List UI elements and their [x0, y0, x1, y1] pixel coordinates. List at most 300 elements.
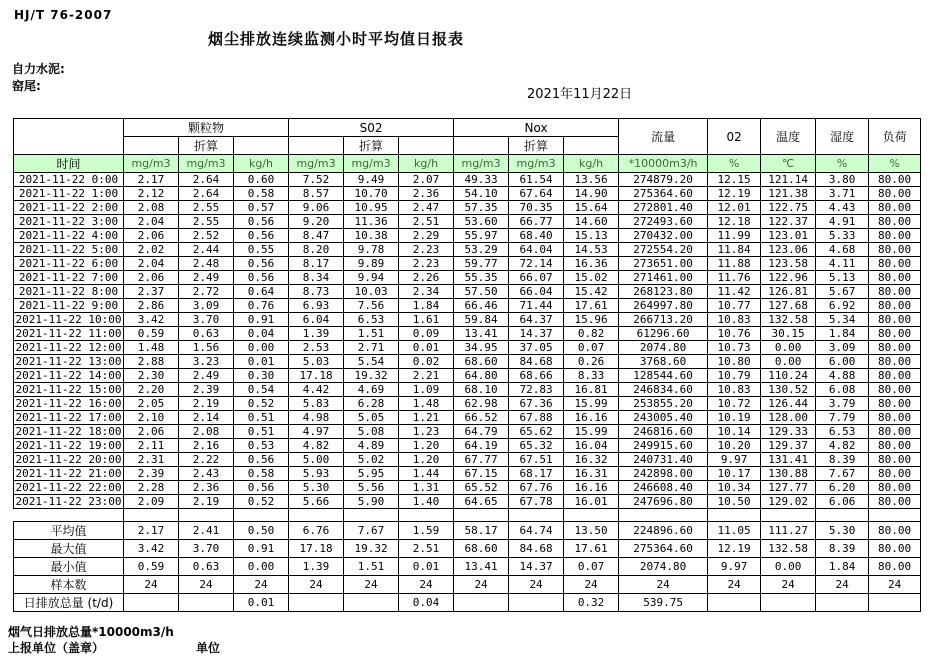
time-cell: 2021-11-22 21:00 — [14, 467, 124, 481]
value-cell: 80.00 — [869, 481, 921, 495]
time-cell: 2021-11-22 15:00 — [14, 383, 124, 397]
header-row-units — [14, 155, 921, 173]
value-cell: 67.51 — [509, 453, 564, 467]
value-cell: 110.24 — [761, 369, 816, 383]
value-cell: 2.52 — [179, 229, 234, 243]
time-cell: 2021-11-22 20:00 — [14, 453, 124, 467]
value-cell: 1.09 — [399, 383, 454, 397]
value-cell: 55.35 — [454, 271, 509, 285]
standard-number: HJ/T 76-2007 — [14, 8, 113, 22]
value-cell: 14.37 — [509, 327, 564, 341]
value-cell: 66.04 — [509, 285, 564, 299]
value-cell: 80.00 — [869, 355, 921, 369]
value-cell: 80.00 — [869, 341, 921, 355]
unit-pm-conv-mg: mg/m3 — [179, 155, 234, 173]
value-cell: 5.56 — [344, 481, 399, 495]
value-cell: 2.04 — [124, 257, 179, 271]
value-cell: 67.36 — [509, 397, 564, 411]
value-cell: 2.49 — [179, 271, 234, 285]
value-cell: 11.84 — [708, 243, 761, 257]
value-cell: 6.93 — [289, 299, 344, 313]
value-cell: 2.29 — [399, 229, 454, 243]
value-cell: 131.41 — [761, 453, 816, 467]
value-cell: 2.16 — [179, 439, 234, 453]
summary-value-cell: 12.19 — [708, 540, 761, 558]
value-cell: 2.05 — [124, 397, 179, 411]
value-cell: 127.77 — [761, 481, 816, 495]
value-cell: 84.68 — [509, 355, 564, 369]
value-cell: 2.23 — [399, 257, 454, 271]
value-cell: 0.26 — [564, 355, 619, 369]
value-cell: 2.64 — [179, 173, 234, 187]
value-cell: 2.20 — [124, 383, 179, 397]
value-cell: 15.13 — [564, 229, 619, 243]
value-cell: 1.31 — [399, 481, 454, 495]
summary-value-cell — [179, 594, 234, 612]
value-cell: 3.79 — [816, 397, 869, 411]
value-cell: 266713.20 — [619, 313, 708, 327]
value-cell: 6.00 — [816, 355, 869, 369]
table-row — [14, 201, 921, 215]
time-cell: 2021-11-22 6:00 — [14, 257, 124, 271]
value-cell: 67.78 — [509, 495, 564, 509]
value-cell: 64.04 — [509, 243, 564, 257]
value-cell: 80.00 — [869, 271, 921, 285]
flue-gas-total-note: 烟气日排放总量*10000m3/h — [8, 625, 174, 639]
table-row — [14, 285, 921, 299]
value-cell: 2.14 — [179, 411, 234, 425]
value-cell: 71.44 — [509, 299, 564, 313]
value-cell: 5.03 — [289, 355, 344, 369]
value-cell: 8.20 — [289, 243, 344, 257]
value-cell: 80.00 — [869, 201, 921, 215]
value-cell: 2.07 — [399, 173, 454, 187]
group-header-nox: Nox — [454, 119, 619, 137]
empty-cell — [708, 509, 761, 522]
value-cell: 10.20 — [708, 439, 761, 453]
summary-value-cell: 24 — [816, 576, 869, 594]
table-row — [14, 439, 921, 453]
summary-value-cell: 2.17 — [124, 522, 179, 540]
value-cell: 2.19 — [179, 397, 234, 411]
summary-value-cell: 19.32 — [344, 540, 399, 558]
value-cell: 2.28 — [124, 481, 179, 495]
time-cell: 2021-11-22 19:00 — [14, 439, 124, 453]
value-cell: 2.19 — [179, 495, 234, 509]
value-cell: 1.48 — [399, 397, 454, 411]
summary-value-cell: 0.01 — [234, 594, 289, 612]
header-row-groups — [14, 119, 921, 137]
summary-value-cell: 24 — [344, 576, 399, 594]
value-cell: 6.28 — [344, 397, 399, 411]
summary-label: 样本数 — [14, 576, 124, 594]
value-cell: 80.00 — [869, 495, 921, 509]
value-cell: 270432.00 — [619, 229, 708, 243]
value-cell: 7.56 — [344, 299, 399, 313]
value-cell: 80.00 — [869, 215, 921, 229]
value-cell: 0.07 — [564, 341, 619, 355]
value-cell: 14.60 — [564, 215, 619, 229]
value-cell: 275364.60 — [619, 187, 708, 201]
summary-value-cell: 0.91 — [234, 540, 289, 558]
value-cell: 0.63 — [179, 327, 234, 341]
table-row — [14, 257, 921, 271]
time-cell: 2021-11-22 7:00 — [14, 271, 124, 285]
value-cell: 72.83 — [509, 383, 564, 397]
value-cell: 1.48 — [124, 341, 179, 355]
unit-nox-conv-mg: mg/m3 — [509, 155, 564, 173]
value-cell: 16.81 — [564, 383, 619, 397]
value-cell: 10.95 — [344, 201, 399, 215]
value-cell: 272801.40 — [619, 201, 708, 215]
column-header-time: 时间 — [14, 155, 124, 173]
table-row — [14, 383, 921, 397]
unit-o2-percent: % — [708, 155, 761, 173]
value-cell: 127.68 — [761, 299, 816, 313]
value-cell: 5.54 — [344, 355, 399, 369]
value-cell: 2.11 — [124, 439, 179, 453]
value-cell: 11.42 — [708, 285, 761, 299]
unit-label: 单位 — [196, 641, 221, 655]
empty-cell — [179, 509, 234, 522]
summary-value-cell: 13.50 — [564, 522, 619, 540]
summary-value-cell: 0.04 — [399, 594, 454, 612]
time-cell: 2021-11-22 0:00 — [14, 173, 124, 187]
value-cell: 7.52 — [289, 173, 344, 187]
value-cell: 12.19 — [708, 187, 761, 201]
summary-row — [14, 522, 921, 540]
value-cell: 5.30 — [289, 481, 344, 495]
value-cell: 2.22 — [179, 453, 234, 467]
unit-load-percent: % — [869, 155, 921, 173]
so2-rate-subhead — [399, 137, 454, 155]
value-cell: 57.35 — [454, 201, 509, 215]
time-cell: 2021-11-22 5:00 — [14, 243, 124, 257]
value-cell: 10.80 — [708, 355, 761, 369]
value-cell: 246608.40 — [619, 481, 708, 495]
time-cell: 2021-11-22 14:00 — [14, 369, 124, 383]
unit-nox-mg: mg/m3 — [454, 155, 509, 173]
nox-converted-subhead: 折算 — [509, 137, 564, 155]
value-cell: 3.71 — [816, 187, 869, 201]
summary-value-cell: 64.74 — [509, 522, 564, 540]
summary-value-cell — [708, 594, 761, 612]
value-cell: 4.82 — [289, 439, 344, 453]
value-cell: 6.06 — [816, 495, 869, 509]
value-cell: 57.50 — [454, 285, 509, 299]
value-cell: 1.84 — [816, 327, 869, 341]
value-cell: 2.44 — [179, 243, 234, 257]
value-cell: 10.17 — [708, 467, 761, 481]
unit-so2-mg: mg/m3 — [289, 155, 344, 173]
time-cell: 2021-11-22 12:00 — [14, 341, 124, 355]
value-cell: 6.04 — [289, 313, 344, 327]
summary-value-cell: 1.39 — [289, 558, 344, 576]
table-row — [14, 243, 921, 257]
empty-cell — [344, 509, 399, 522]
value-cell: 15.64 — [564, 201, 619, 215]
summary-value-cell: 24 — [708, 576, 761, 594]
unit-humidity-percent: % — [816, 155, 869, 173]
value-cell: 2.04 — [124, 215, 179, 229]
summary-row — [14, 558, 921, 576]
value-cell: 80.00 — [869, 411, 921, 425]
value-cell: 64.80 — [454, 369, 509, 383]
summary-value-cell: 8.39 — [816, 540, 869, 558]
value-cell: 9.06 — [289, 201, 344, 215]
value-cell: 34.95 — [454, 341, 509, 355]
value-cell: 17.61 — [564, 299, 619, 313]
value-cell: 126.44 — [761, 397, 816, 411]
time-cell: 2021-11-22 9:00 — [14, 299, 124, 313]
unit-nox-kg: kg/h — [564, 155, 619, 173]
value-cell: 10.72 — [708, 397, 761, 411]
value-cell: 273651.00 — [619, 257, 708, 271]
value-cell: 5.13 — [816, 271, 869, 285]
value-cell: 80.00 — [869, 299, 921, 313]
value-cell: 6.92 — [816, 299, 869, 313]
value-cell: 128544.60 — [619, 369, 708, 383]
summary-value-cell: 80.00 — [869, 540, 921, 558]
value-cell: 1.40 — [399, 495, 454, 509]
summary-value-cell: 11.05 — [708, 522, 761, 540]
value-cell: 5.00 — [289, 453, 344, 467]
summary-value-cell: 24 — [869, 576, 921, 594]
value-cell: 0.02 — [399, 355, 454, 369]
column-header-o2: 02 — [708, 119, 761, 155]
summary-label: 最小值 — [14, 558, 124, 576]
value-cell: 80.00 — [869, 327, 921, 341]
value-cell: 123.58 — [761, 257, 816, 271]
table-row — [14, 299, 921, 313]
value-cell: 2.71 — [344, 341, 399, 355]
value-cell: 80.00 — [869, 467, 921, 481]
value-cell: 123.06 — [761, 243, 816, 257]
value-cell: 13.56 — [564, 173, 619, 187]
value-cell: 0.55 — [234, 243, 289, 257]
value-cell: 16.32 — [564, 453, 619, 467]
value-cell: 16.16 — [564, 411, 619, 425]
value-cell: 121.14 — [761, 173, 816, 187]
value-cell: 5.05 — [344, 411, 399, 425]
value-cell: 1.39 — [289, 327, 344, 341]
time-cell: 2021-11-22 1:00 — [14, 187, 124, 201]
summary-value-cell — [761, 594, 816, 612]
value-cell: 80.00 — [869, 383, 921, 397]
value-cell: 66.52 — [454, 411, 509, 425]
value-cell: 53.29 — [454, 243, 509, 257]
value-cell: 0.58 — [234, 467, 289, 481]
unit-flow: *10000m3/h — [619, 155, 708, 173]
value-cell: 8.47 — [289, 229, 344, 243]
value-cell: 12.15 — [708, 173, 761, 187]
summary-row — [14, 576, 921, 594]
value-cell: 2.39 — [124, 467, 179, 481]
value-cell: 122.75 — [761, 201, 816, 215]
value-cell: 9.20 — [289, 215, 344, 229]
value-cell: 2.08 — [179, 425, 234, 439]
value-cell: 2.49 — [179, 369, 234, 383]
summary-value-cell: 24 — [619, 576, 708, 594]
time-cell: 2021-11-22 17:00 — [14, 411, 124, 425]
summary-value-cell: 5.30 — [816, 522, 869, 540]
summary-value-cell: 2074.80 — [619, 558, 708, 576]
value-cell: 0.53 — [234, 439, 289, 453]
summary-value-cell: 0.59 — [124, 558, 179, 576]
value-cell: 4.88 — [816, 369, 869, 383]
value-cell: 271461.00 — [619, 271, 708, 285]
time-cell: 2021-11-22 10:00 — [14, 313, 124, 327]
value-cell: 4.43 — [816, 201, 869, 215]
pm-measured-subhead — [124, 137, 179, 155]
so2-measured-subhead — [289, 137, 344, 155]
table-row — [14, 467, 921, 481]
value-cell: 67.64 — [509, 187, 564, 201]
table-row — [14, 355, 921, 369]
value-cell: 3.23 — [179, 355, 234, 369]
summary-value-cell: 1.59 — [399, 522, 454, 540]
value-cell: 2.34 — [399, 285, 454, 299]
summary-value-cell: 132.58 — [761, 540, 816, 558]
value-cell: 1.61 — [399, 313, 454, 327]
value-cell: 10.83 — [708, 383, 761, 397]
value-cell: 5.67 — [816, 285, 869, 299]
so2-converted-subhead: 折算 — [344, 137, 399, 155]
value-cell: 12.18 — [708, 215, 761, 229]
corner-cell — [14, 119, 124, 155]
summary-value-cell: 539.75 — [619, 594, 708, 612]
time-cell: 2021-11-22 11:00 — [14, 327, 124, 341]
value-cell: 61.54 — [509, 173, 564, 187]
value-cell: 37.05 — [509, 341, 564, 355]
empty-cell — [289, 509, 344, 522]
value-cell: 68.66 — [509, 369, 564, 383]
value-cell: 1.20 — [399, 439, 454, 453]
value-cell: 0.56 — [234, 257, 289, 271]
value-cell: 129.37 — [761, 439, 816, 453]
value-cell: 13.41 — [454, 327, 509, 341]
summary-value-cell: 17.18 — [289, 540, 344, 558]
value-cell: 4.82 — [816, 439, 869, 453]
value-cell: 53.60 — [454, 215, 509, 229]
value-cell: 5.66 — [289, 495, 344, 509]
summary-value-cell: 24 — [564, 576, 619, 594]
value-cell: 67.88 — [509, 411, 564, 425]
nox-rate-subhead — [564, 137, 619, 155]
value-cell: 4.89 — [344, 439, 399, 453]
value-cell: 2.23 — [399, 243, 454, 257]
value-cell: 16.16 — [564, 481, 619, 495]
table-row — [14, 495, 921, 509]
value-cell: 2.06 — [124, 425, 179, 439]
value-cell: 0.09 — [399, 327, 454, 341]
summary-value-cell: 1.51 — [344, 558, 399, 576]
value-cell: 0.52 — [234, 397, 289, 411]
unit-so2-conv-mg: mg/m3 — [344, 155, 399, 173]
summary-label: 平均值 — [14, 522, 124, 540]
value-cell: 10.50 — [708, 495, 761, 509]
empty-cell — [124, 509, 179, 522]
value-cell: 5.90 — [344, 495, 399, 509]
value-cell: 65.32 — [509, 439, 564, 453]
value-cell: 3.09 — [179, 299, 234, 313]
value-cell: 2.39 — [179, 383, 234, 397]
value-cell: 4.11 — [816, 257, 869, 271]
value-cell: 1.44 — [399, 467, 454, 481]
summary-value-cell: 24 — [124, 576, 179, 594]
summary-value-cell: 0.63 — [179, 558, 234, 576]
value-cell: 7.79 — [816, 411, 869, 425]
value-cell: 72.14 — [509, 257, 564, 271]
value-cell: 249915.60 — [619, 439, 708, 453]
summary-value-cell: 0.01 — [399, 558, 454, 576]
empty-cell — [564, 509, 619, 522]
column-header-humidity: 湿度 — [816, 119, 869, 155]
empty-cell — [454, 509, 509, 522]
reporting-unit-label: 上报单位（盖章） — [8, 641, 105, 655]
table-row — [14, 229, 921, 243]
value-cell: 10.77 — [708, 299, 761, 313]
value-cell: 0.56 — [234, 215, 289, 229]
table-row — [14, 397, 921, 411]
value-cell: 130.88 — [761, 467, 816, 481]
value-cell: 4.91 — [816, 215, 869, 229]
value-cell: 0.51 — [234, 425, 289, 439]
company-name: 自力水泥: — [12, 62, 65, 76]
table-body — [14, 173, 921, 612]
value-cell: 2.17 — [124, 173, 179, 187]
value-cell: 2.10 — [124, 411, 179, 425]
value-cell: 59.77 — [454, 257, 509, 271]
value-cell: 2.55 — [179, 215, 234, 229]
value-cell: 0.00 — [234, 341, 289, 355]
value-cell: 11.76 — [708, 271, 761, 285]
value-cell: 16.36 — [564, 257, 619, 271]
table-row — [14, 313, 921, 327]
value-cell: 121.38 — [761, 187, 816, 201]
summary-row — [14, 594, 921, 612]
summary-label: 日排放总量 (t/d) — [14, 594, 124, 612]
value-cell: 122.37 — [761, 215, 816, 229]
table-row — [14, 481, 921, 495]
value-cell: 2.48 — [179, 257, 234, 271]
value-cell: 6.20 — [816, 481, 869, 495]
group-header-so2: S02 — [289, 119, 454, 137]
value-cell: 0.60 — [234, 173, 289, 187]
value-cell: 2074.80 — [619, 341, 708, 355]
summary-value-cell — [509, 594, 564, 612]
value-cell: 80.00 — [869, 369, 921, 383]
value-cell: 1.20 — [399, 453, 454, 467]
value-cell: 0.56 — [234, 481, 289, 495]
value-cell: 268123.80 — [619, 285, 708, 299]
value-cell: 16.04 — [564, 439, 619, 453]
value-cell: 62.98 — [454, 397, 509, 411]
value-cell: 67.77 — [454, 453, 509, 467]
time-cell: 2021-11-22 22:00 — [14, 481, 124, 495]
unit-temperature: ℃ — [761, 155, 816, 173]
value-cell: 3.70 — [179, 313, 234, 327]
value-cell: 55.97 — [454, 229, 509, 243]
value-cell: 68.10 — [454, 383, 509, 397]
table-row — [14, 341, 921, 355]
summary-value-cell — [454, 594, 509, 612]
value-cell: 9.94 — [344, 271, 399, 285]
table-row — [14, 369, 921, 383]
value-cell: 80.00 — [869, 243, 921, 257]
value-cell: 15.99 — [564, 397, 619, 411]
value-cell: 10.79 — [708, 369, 761, 383]
